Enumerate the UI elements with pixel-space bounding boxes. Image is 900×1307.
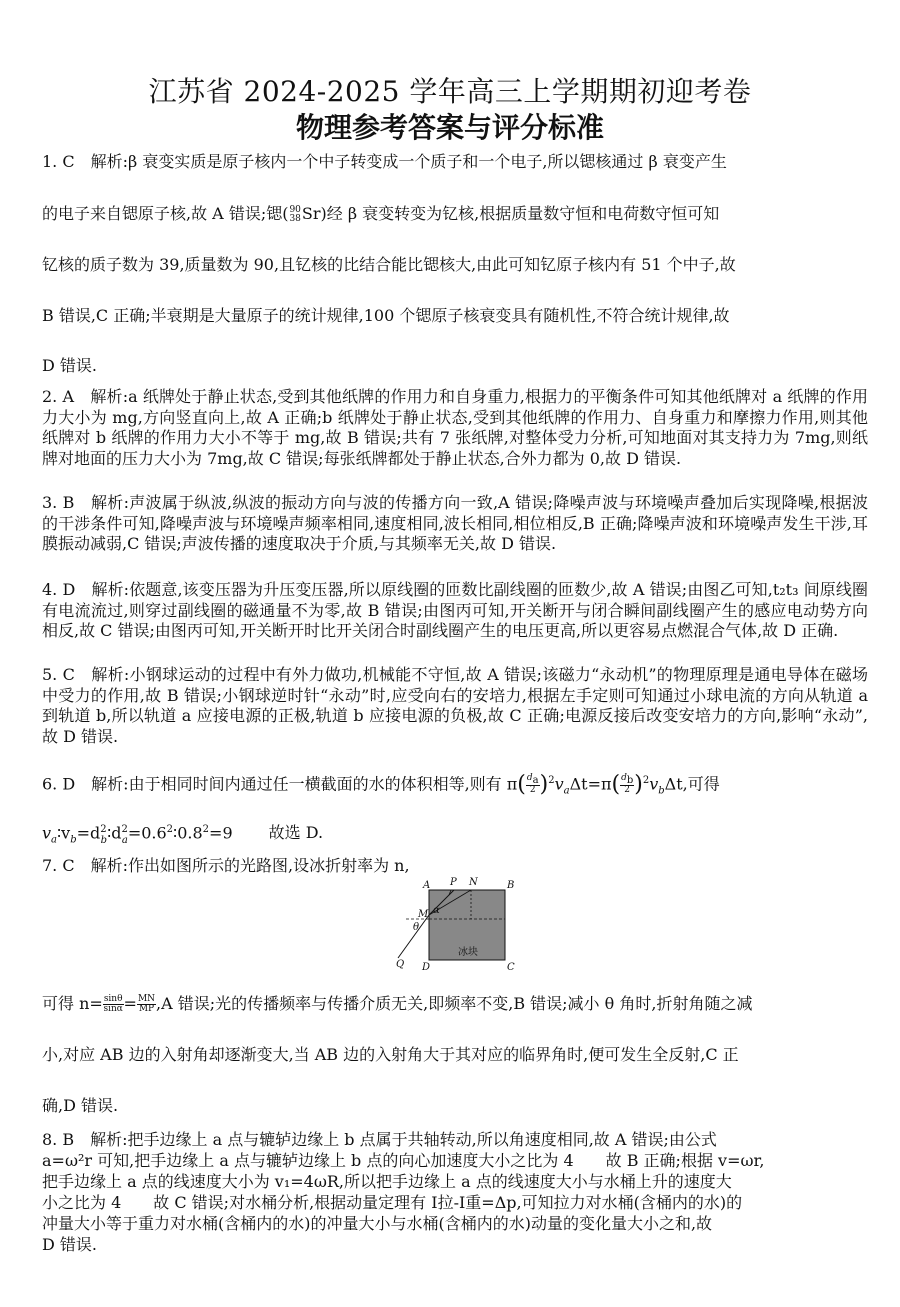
paren-close: ) [539,771,549,797]
label-alpha: α [433,905,440,916]
label-n: N [469,877,478,888]
label-theta: θ [413,922,420,933]
label-d: D [422,962,431,973]
q7-line-1: 7. C 解析:作出如图所示的光路图,设冰折射率为 n, [42,856,410,875]
q3-paragraph: 3. B 解析:声波属于纵波,纵波的振动方向与波的传播方向一致,A 错误;降噪声波与环境噪声叠加后实现降噪,根据波的干涉条件可知,降噪声波与环境噪声频率相同,速度相同,波长相同,相位相反,B 正确;降噪声波和环境噪声发生干涉,耳膜振动减弱,C 错误;声波传播的速度取决于介质,与其频率无关,故 D 错误. [42,493,868,553]
label-m: M [418,909,429,920]
light-path-diagram [396,873,526,973]
db-exp: 2 [100,824,107,835]
exam-title: 江苏省 2024-2025 学年高三上学期期初迎考卷 [148,75,752,108]
q1-line-5: D 错误. [42,356,98,375]
frac-num-2: d [621,773,627,784]
vb-sub: b [70,834,77,846]
velocity-sub-2: b [658,785,665,797]
velocity-sub: a [563,785,570,797]
frac-sin-den: sinα [103,1004,123,1014]
label-b: B [507,880,515,891]
va-symbol: v [42,823,52,843]
ratio-08: ∶0.8 [173,823,203,843]
da-exp: 2 [121,824,128,835]
q7-line-3: 小,对应 AB 边的入射角却逐渐变大,当 AB 边的入射角大于其对应的临界角时,便可发生全反射,C 正 [42,1045,739,1064]
label-p: P [450,877,457,888]
frac-num-sub-2: b [626,775,634,787]
label-c: C [507,962,515,973]
frac-sin-num: sinθ [103,994,123,1004]
frac-mn: MN [137,994,156,1004]
q6-text-start: 6. D 解析:由于相同时间内通过任一横截面的水的体积相等,则有 π [42,774,518,794]
label-a: A [423,880,431,891]
va-sub: a [51,834,58,846]
q6-line-2 [42,820,868,851]
square-exp-2: 2 [642,775,650,786]
q6-text-end: Δt,可得 [664,774,720,794]
label-ice-block: 冰块 [458,947,478,958]
paren-open: ( [517,771,526,797]
velocity-symbol-2: v [649,774,659,794]
paren-open-2: ( [611,771,621,797]
fraction-db-over-2 [620,774,634,795]
q1-line-3: 钇核的质子数为 39,质量数为 90,且钇核的比结合能比锶核大,由此可知钇原子核内有 51 个中子,故 [42,255,736,274]
q7-text-end: ,A 错误;光的传播频率与传播介质无关,即频率不变,B 错误;减小 θ 角时,折射角随之减 [156,994,753,1013]
q1-line-1: 1. C 解析:β 衰变实质是原子核内一个中子转变成一个质子和一个电子,所以锶核通过 β 衰变产生 [42,152,727,171]
q7-line-2 [42,992,868,1016]
q7-text-start: 可得 n= [42,994,103,1013]
q8-line-2: a=ω²r 可知,把手边缘上 a 点与辘轳边缘上 b 点的向心加速度大小之比为 4 故 B 正确;根据 v=ωr, [42,1151,765,1170]
q6-text-mid: Δt=π [569,774,612,794]
answer-key-title: 物理参考答案与评分标准 [295,111,604,144]
eq-06: =0.6 [127,823,167,843]
q6-choice: 故选 D. [268,823,324,843]
isotope-charge: 38 [289,213,301,224]
q1-line-2-end: Sr)经 β 衰变转变为钇核,根据质量数守恒和电荷数守恒可知 [301,204,720,223]
db-sub: b [100,834,108,846]
frac-num-sub: a [532,775,539,787]
q1-line-4: B 错误,C 正确;半衰期是大量原子的统计规律,100 个锶原子核衰变具有随机性,不符合统计规律,故 [42,306,730,325]
frac-mp: MP [138,1004,155,1014]
velocity-symbol: v [554,774,564,794]
frac-den: 2 [529,785,536,796]
label-q: Q [396,959,405,970]
q4-paragraph: 4. D 解析:依题意,该变压器为升压变压器,所以原线圈的匝数比副线圈的匝数少,故 A 错误;由图乙可知,t₂t₃ 间原线圈有电流流过,则穿过副线圈的磁通量不为零,故 B 错误;由图丙可知,开关断开与闭合瞬间副线圈产生的感应电动势方向相反,故 C 错误;由图丙可知,开关断开时比开关闭合时副线圈产生的电压更高,所以更容易点燃混合气体,故 D 正确. [42,580,868,640]
q7-line-4: 确,D 错误. [42,1096,119,1115]
q5-paragraph: 5. C 解析:小钢球运动的过程中有外力做功,机械能不守恒,故 A 错误;该磁力“永动机”的物理原理是通电导体在磁场中受力的作用,故 B 错误;小钢球逆时针“永动”时,应受向右的安培力,根据左手定则可知通过小球电流的方向从轨道 a 到轨道 b,所以轨道 a 应接电源的正极,轨道 b 应接电源的负极,故 C 正确;电源反接后改变安培力的方向,影响“永动”,故 D 错误. [42,665,868,746]
paren-close-2: ) [634,771,643,797]
equals: = [123,994,137,1013]
isotope-mass: 90 [289,204,301,215]
fraction-da-over-2 [526,774,540,795]
fraction-mn-mp [137,995,156,1014]
q8-line-1: 8. B 解析:把手边缘上 a 点与辘轳边缘上 b 点属于共轴转动,所以角速度相同,故 A 错误;由公式 [42,1130,717,1149]
q1-line-2-start: 的电子来自锶原子核,故 A 错误;锶( [42,204,289,223]
da-sub: a [121,834,128,846]
frac-den-2: 2 [624,785,631,796]
q6-line-1 [42,766,868,800]
q8-line-3: 把手边缘上 a 点的线速度大小为 v₁=4ωR,所以把手边缘上 a 点的线速度大小与水桶上升的速度大 [42,1172,732,1191]
frac-num: d [526,773,533,784]
eq-d: =d [76,823,101,843]
ratio-sep: ∶v [57,823,71,843]
q2-paragraph: 2. A 解析:a 纸牌处于静止状态,受到其他纸牌的作用力和自身重力,根据力的平衡条件可知其他纸牌对 a 纸牌的作用力大小为 mg,方向竖直向上,故 A 正确;b 纸牌处于静止状态,受到其他纸牌的作用力、自身重力和摩擦力作用,则其他纸牌对 b 纸牌的作用力大小不等于 mg,故 B 错误;共有 7 张纸牌,对整体受力分析,可知地面对其支持力为 7mg,则纸牌对地面的压力大小为 7mg,故 C 错误;每张纸牌都处于静止状态,合外力都为 0,故 D 错误. [42,387,868,468]
exp-06: 2 [166,824,174,835]
ratio-d: ∶d [107,823,122,843]
isotope-notation [289,206,300,224]
square-exp: 2 [548,775,555,786]
eq-9: =9 [209,823,233,843]
q8-line-6: D 错误. [42,1235,98,1254]
q1-line-2 [42,204,868,224]
exp-08: 2 [202,824,210,835]
q8-line-5: 冲量大小等于重力对水桶(含桶内的水)的冲量大小与水桶(含桶内的水)动量的变化量大小之和,故 [42,1214,713,1233]
fraction-sin [103,995,124,1014]
q8-line-4: 小之比为 4 故 C 错误;对水桶分析,根据动量定理有 I拉-I重=Δp,可知拉力对水桶(含桶内的水)的 [42,1193,743,1212]
